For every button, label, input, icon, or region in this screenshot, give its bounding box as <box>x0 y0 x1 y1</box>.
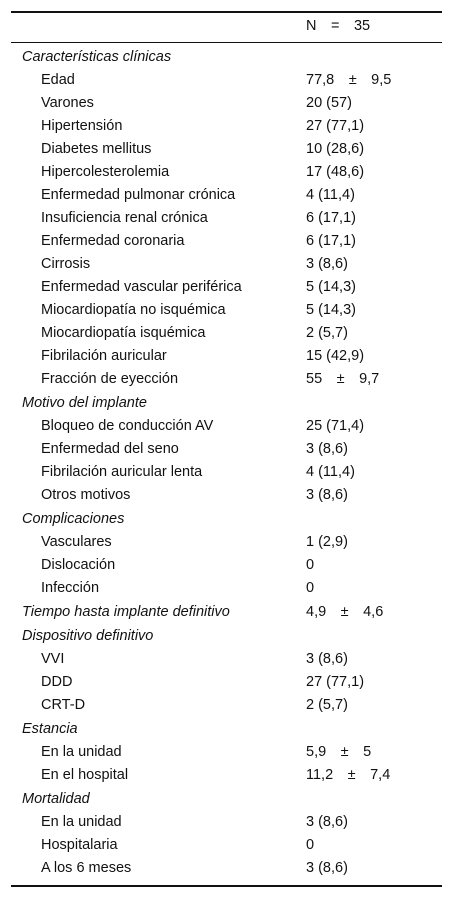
row-value: 3 (8,6) <box>306 860 348 876</box>
row-label: Hospitalaria <box>41 837 118 853</box>
table-row <box>0 484 453 507</box>
section-row <box>0 625 453 648</box>
row-label: Miocardiopatía no isquémica <box>41 302 226 318</box>
row-value: 20 (57) <box>306 95 352 111</box>
row-value: 5,9 ± 5 <box>306 744 372 760</box>
table-row <box>0 764 453 787</box>
row-value: 0 <box>306 580 315 596</box>
table-row <box>0 253 453 276</box>
row-label: Dislocación <box>41 557 116 573</box>
table-row <box>0 671 453 694</box>
table-row <box>0 138 453 161</box>
header-rule <box>11 42 442 43</box>
row-value: 2 (5,7) <box>306 697 348 713</box>
table-row <box>0 368 453 391</box>
table-row <box>0 115 453 138</box>
row-value: 10 (28,6) <box>306 141 365 157</box>
table-row <box>0 811 453 834</box>
row-label: Enfermedad coronaria <box>41 233 185 249</box>
section-label: Estancia <box>22 721 78 737</box>
row-value: 2 (5,7) <box>306 325 348 341</box>
row-label: Bloqueo de conducción AV <box>41 418 214 434</box>
row-value: 5 (14,3) <box>306 302 356 318</box>
top-rule <box>11 11 442 13</box>
row-label: Enfermedad del seno <box>41 441 179 457</box>
row-value: 6 (17,1) <box>306 210 356 226</box>
table-row <box>0 741 453 764</box>
table-header <box>0 14 453 38</box>
row-label: En el hospital <box>41 767 129 783</box>
row-label: Diabetes mellitus <box>41 141 152 157</box>
table-row <box>0 345 453 368</box>
row-value: 3 (8,6) <box>306 256 348 272</box>
row-label: DDD <box>41 674 73 690</box>
section-label: Características clínicas <box>22 49 172 65</box>
row-value: 3 (8,6) <box>306 814 348 830</box>
row-value: 0 <box>306 557 315 573</box>
section-row <box>0 718 453 741</box>
row-value: 3 (8,6) <box>306 487 348 503</box>
table-row <box>0 531 453 554</box>
table-row <box>0 184 453 207</box>
row-value: 27 (77,1) <box>306 118 365 134</box>
table-row <box>0 322 453 345</box>
table-row <box>0 834 453 857</box>
row-value: 4 (11,4) <box>306 464 355 480</box>
row-label: Otros motivos <box>41 487 131 503</box>
row-label: Edad <box>41 72 75 88</box>
table-row <box>0 69 453 92</box>
row-label: En la unidad <box>41 814 122 830</box>
row-label: CRT-D <box>41 697 86 713</box>
row-label: Fibrilación auricular lenta <box>41 464 203 480</box>
table-row <box>0 276 453 299</box>
row-value: 1 (2,9) <box>306 534 348 550</box>
row-label: Miocardiopatía isquémica <box>41 325 206 341</box>
table-row <box>0 648 453 671</box>
section-label: Mortalidad <box>22 791 90 807</box>
row-label: Enfermedad vascular periférica <box>41 279 242 295</box>
n-header: N = 35 <box>306 18 371 34</box>
table-row <box>0 415 453 438</box>
row-value: 17 (48,6) <box>306 164 365 180</box>
table-row <box>0 299 453 322</box>
table-row <box>0 207 453 230</box>
section-label: Motivo del implante <box>22 395 147 411</box>
table-row <box>0 694 453 717</box>
section-row <box>0 392 453 415</box>
row-label: VVI <box>41 651 65 667</box>
table-row <box>0 161 453 184</box>
row-label: En la unidad <box>41 744 122 760</box>
row-label: Insuficiencia renal crónica <box>41 210 208 226</box>
table-row <box>0 230 453 253</box>
row-value: 6 (17,1) <box>306 233 356 249</box>
row-value: 77,8 ± 9,5 <box>306 72 392 88</box>
row-value: 4 (11,4) <box>306 187 355 203</box>
row-label: Fracción de eyección <box>41 371 179 387</box>
row-label: A los 6 meses <box>41 860 132 876</box>
row-value: 0 <box>306 837 315 853</box>
row-label: Cirrosis <box>41 256 91 272</box>
row-value: 5 (14,3) <box>306 279 356 295</box>
table-row <box>0 461 453 484</box>
row-label: Hipertensión <box>41 118 123 134</box>
table-row <box>0 577 453 600</box>
row-label: Enfermedad pulmonar crónica <box>41 187 236 203</box>
row-value: 25 (71,4) <box>306 418 365 434</box>
row-label: Hipercolesterolemia <box>41 164 170 180</box>
section-label: Dispositivo definitivo <box>22 628 154 644</box>
section-label: Tiempo hasta implante definitivo <box>22 604 230 620</box>
section-row <box>0 788 453 811</box>
table-row <box>0 857 453 880</box>
row-label: Fibrilación auricular <box>41 348 167 364</box>
row-value: 15 (42,9) <box>306 348 365 364</box>
section-row <box>0 508 453 531</box>
row-value: 55 ± 9,7 <box>306 371 380 387</box>
row-value: 3 (8,6) <box>306 441 348 457</box>
table-row <box>0 92 453 115</box>
row-value: 11,2 ± 7,4 <box>306 767 391 783</box>
row-value: 27 (77,1) <box>306 674 365 690</box>
section-label: Complicaciones <box>22 511 125 527</box>
table-row <box>0 438 453 461</box>
row-label: Varones <box>41 95 94 111</box>
row-value: 3 (8,6) <box>306 651 348 667</box>
row-value: 4,9 ± 4,6 <box>306 604 384 620</box>
bottom-rule <box>11 885 442 887</box>
table-row <box>0 554 453 577</box>
row-label: Infección <box>41 580 100 596</box>
section-row <box>0 601 453 624</box>
section-row <box>0 46 453 69</box>
row-label: Vasculares <box>41 534 112 550</box>
